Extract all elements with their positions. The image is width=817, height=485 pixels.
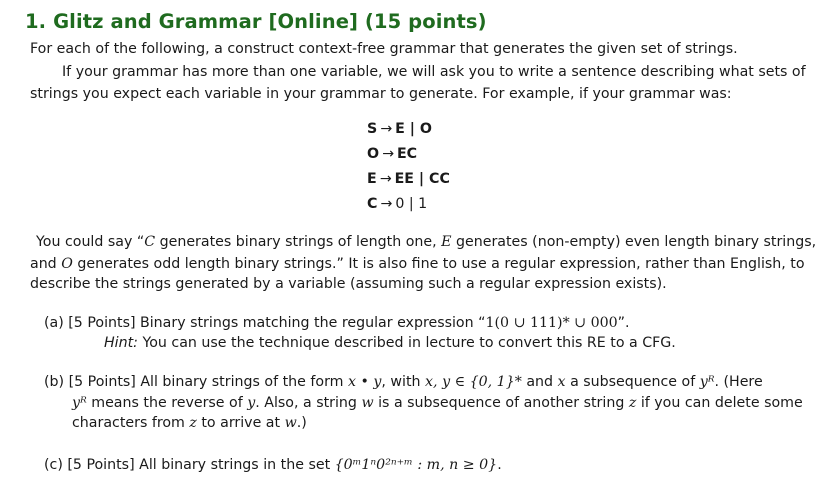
text: ”.	[617, 315, 630, 331]
text: . Also, a string	[255, 395, 362, 411]
rule-rhs: EC	[396, 146, 418, 162]
text: characters from	[72, 415, 190, 431]
text: means the reverse of	[86, 395, 248, 411]
arrow-icon: →	[380, 121, 393, 137]
rule-rhs: 0 | 1	[395, 196, 428, 212]
part-b-domain: x, y ∈ {0, 1}*	[425, 374, 522, 390]
text: and	[521, 374, 558, 390]
hint-text: You can use the technique described in lecture to convert this RE to a CFG.	[137, 335, 676, 351]
rule-lhs: S	[367, 121, 378, 137]
intro-line-1: For each of the following, a construct context-free grammar that generates the given set of strings.	[30, 41, 738, 57]
intro-line-2: If your grammar has more than one variable, we will ask you to write a sentence describing what sets of	[62, 64, 806, 80]
var-x: x	[557, 374, 566, 390]
grammar-rule-e	[367, 171, 450, 188]
arrow-icon: →	[382, 146, 394, 162]
var-o: O	[61, 256, 73, 272]
text: a subsequence of	[565, 374, 700, 390]
var-z: z	[628, 395, 637, 411]
explanation-line-1	[36, 234, 816, 251]
grammar-rule-c	[367, 196, 427, 213]
var-c: C	[144, 234, 156, 250]
text: .)	[296, 415, 307, 431]
hint-keyword: Hint:	[104, 335, 138, 351]
text: generates odd length binary strings.” It is also fine to use a regular expression, rather than English, to	[72, 256, 805, 272]
part-c-set: {0ᵐ1ⁿ0²ⁿ⁺ᵐ : m, n ≥ 0}	[334, 457, 498, 473]
text: and	[30, 256, 62, 272]
grammar-rule-s	[367, 121, 432, 138]
text: , with	[381, 374, 426, 390]
part-a-regex: 1(0 ∪ 111)* ∪ 000	[485, 315, 618, 331]
text: generates (non-empty) even length binary strings,	[451, 234, 817, 250]
text: is a subsequence of another string	[373, 395, 629, 411]
part-a-hint	[104, 335, 676, 352]
text: generates binary strings of length one,	[155, 234, 442, 250]
text: .	[497, 457, 502, 473]
text: . (Here	[714, 374, 763, 390]
text: to arrive at	[196, 415, 285, 431]
rule-lhs: O	[367, 146, 380, 162]
var-e: E	[441, 234, 452, 250]
var-y: y	[247, 395, 256, 411]
var-y-reverse: yᴿ	[699, 374, 715, 390]
var-w: w	[361, 395, 374, 411]
part-c	[44, 457, 502, 474]
text: You could say “	[36, 234, 145, 250]
rule-lhs: E	[367, 171, 377, 187]
part-b-line-1	[44, 374, 763, 391]
explanation-line-3: describe the strings generated by a variable (assuming such a regular expression exists).	[30, 276, 667, 292]
part-a	[44, 315, 630, 332]
text: if you can delete some	[636, 395, 803, 411]
explanation-line-2	[30, 256, 805, 273]
var-w: w	[284, 415, 297, 431]
problem-title: 1. Glitz and Grammar [Online] (15 points)	[25, 10, 487, 33]
rule-rhs: EE | CC	[394, 171, 450, 187]
part-c-label: (c) [5 Points] All binary strings in the set	[44, 457, 335, 473]
part-b-line-3	[72, 415, 307, 432]
var-y-reverse: yᴿ	[72, 395, 87, 411]
part-b-line-2	[72, 395, 803, 412]
arrow-icon: →	[380, 196, 393, 212]
text: (b) [5 Points] All binary strings of the form	[44, 374, 348, 390]
rule-rhs: E | O	[395, 121, 432, 137]
rule-lhs: C	[367, 196, 378, 212]
grammar-rule-o	[367, 146, 417, 163]
var-z: z	[189, 415, 197, 431]
part-b-form: x • y	[348, 374, 382, 390]
intro-line-3: strings you expect each variable in your grammar to generate. For example, if your grammar was:	[30, 86, 732, 102]
part-a-label: (a) [5 Points] Binary strings matching the regular expression “	[44, 315, 486, 331]
arrow-icon: →	[379, 171, 392, 187]
